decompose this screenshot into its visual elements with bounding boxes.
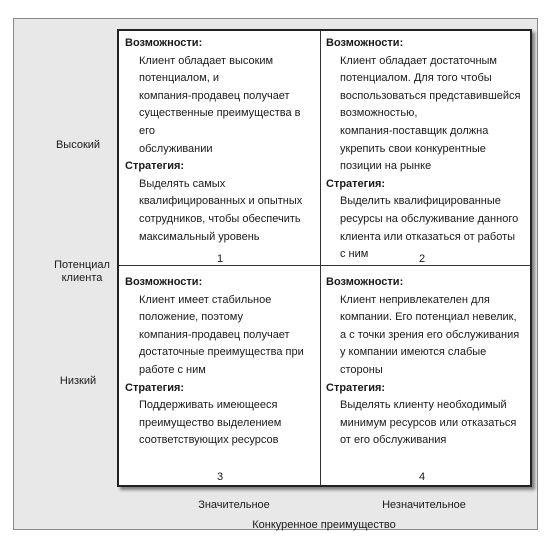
x-axis-right-label: Незначительное — [382, 499, 466, 511]
strategy-line: соответствующих ресурсов — [139, 434, 279, 447]
x-axis-left-label: Значительное — [198, 499, 270, 511]
opportunity-line: укрепить свои конкурентные — [340, 142, 486, 155]
cell-2 — [326, 35, 526, 264]
strategy-heading: Стратегия: — [326, 381, 386, 394]
strategy-heading: Стратегия: — [125, 381, 185, 394]
figure-frame — [13, 18, 538, 530]
opportunity-line: компании. Его потенциал невелик, — [340, 311, 517, 324]
strategy-matrix — [117, 29, 532, 487]
cell-number-3: 3 — [216, 471, 224, 483]
cell-number-1: 1 — [216, 253, 224, 265]
opportunities-heading: Возможности: — [125, 37, 203, 49]
y-axis-title — [42, 259, 122, 285]
cell-4 — [326, 274, 526, 450]
strategy-line: Выделить квалифицированные — [340, 195, 501, 208]
opportunity-line: Клиент имеет стабильное — [139, 293, 272, 306]
strategy-line: преимущество выделением — [139, 416, 282, 429]
cell-3 — [125, 274, 315, 450]
y-axis-low-label: Низкий — [59, 375, 97, 387]
opportunity-line: компания-поставщик должна — [340, 124, 489, 137]
opportunity-line: Клиент обладает достаточным — [340, 54, 497, 67]
y-axis-title-line1: Потенциал — [54, 259, 110, 271]
opportunities-heading: Возможности: — [326, 276, 404, 288]
strategy-line: от его обслуживания — [340, 434, 447, 447]
x-axis-title: Конкуренное преимущество — [252, 519, 396, 531]
opportunity-line: возможностью, — [340, 107, 418, 120]
strategy-line: клиента или отказаться от работы — [340, 230, 516, 243]
opportunity-line: Клиент непривлекателен для — [340, 293, 490, 306]
opportunity-line: компания-продавец получает — [139, 328, 290, 341]
opportunity-line: воспользоваться представившейся — [340, 89, 521, 102]
opportunity-line: Клиент обладает высоким — [139, 54, 274, 67]
strategy-heading: Стратегия: — [125, 160, 185, 173]
vertical-divider — [320, 31, 321, 485]
strategy-line: минимум ресурсов или отказаться — [340, 416, 517, 429]
opportunities-heading: Возможности: — [326, 37, 404, 49]
strategy-line: Выделять клиенту необходимый — [340, 399, 507, 412]
cell-number-4: 4 — [418, 471, 426, 483]
strategy-line: сотрудников, чтобы обеспечить — [139, 212, 301, 225]
opportunity-line: компания-продавец получает — [139, 89, 290, 102]
opportunity-line: обслуживании — [139, 142, 213, 155]
cell-number-2: 2 — [418, 253, 426, 265]
strategy-line: квалифицированных и опытных — [139, 195, 303, 208]
opportunity-line: у компании имеются слабые — [340, 346, 487, 359]
opportunity-line: позиции на рынке — [340, 160, 432, 173]
opportunity-line: потенциалом, и — [139, 72, 219, 85]
strategy-line: с ним — [340, 248, 369, 261]
y-axis-high-label: Высокий — [55, 139, 101, 151]
opportunity-line: работе с ним — [139, 363, 206, 376]
strategy-line: ресурсы на обслуживание данного — [340, 212, 519, 225]
strategy-line: Поддерживать имеющееся — [139, 399, 278, 412]
strategy-heading: Стратегия: — [326, 177, 386, 190]
opportunity-line: положение, поэтому — [139, 311, 243, 324]
opportunity-line: достаточные преимущества при — [139, 346, 304, 359]
opportunity-line: потенциалом. Для того чтобы — [340, 72, 492, 85]
opportunities-heading: Возможности: — [125, 276, 203, 288]
y-axis-title-line2: клиента — [61, 272, 103, 284]
cell-1 — [125, 35, 315, 246]
strategy-line: Выделять самых — [139, 177, 226, 190]
opportunity-line: существенные преимущества в его — [139, 107, 301, 137]
horizontal-divider — [119, 265, 530, 266]
opportunity-line: стороны — [340, 363, 383, 376]
strategy-line: максимальный уровень — [139, 230, 260, 243]
opportunity-line: а с точки зрения его обслуживания — [340, 328, 520, 341]
